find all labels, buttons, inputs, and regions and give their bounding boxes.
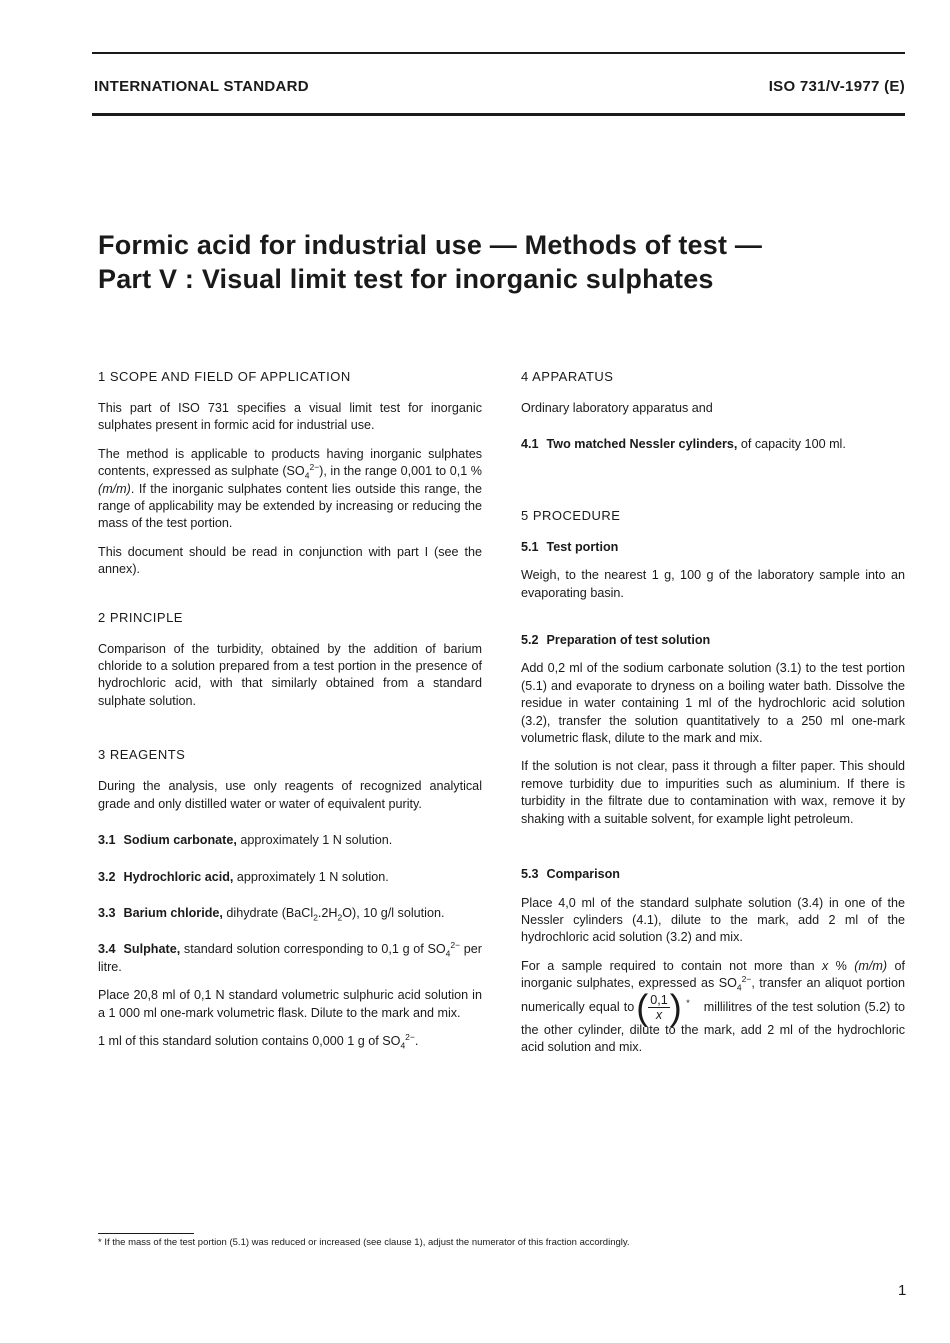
right-column: [521, 368, 905, 1056]
footnote-rule: [98, 1233, 194, 1234]
section-1-paragraph-1: This part of ISO 731 specifies a visual limit test for inorganic sulphates present in formic acid for industrial use.: [98, 401, 482, 433]
fraction-numerator: 0,1: [650, 992, 668, 1007]
reagent-3-3: 3.3 Barium chloride, dihydrate $(BaCl_2.2H_2O)$, 10 g/l solution.: [98, 905, 445, 923]
apparatus-4-1: 4.1 Two matched Nessler cylinders, of capacity 100 ml.: [521, 437, 846, 452]
subsection-5-2-paragraph-2: If the solution is not clear, pass it through a filter paper. This should remove turbidity due to impurities such as aluminium. If there is turbidity in the filtrate due to contamination with wax, remove it by shaking with a suitable solvent, for example light petroleum.: [521, 759, 905, 826]
footnote: * If the mass of the test portion (5.1) was reduced or increased (see clause 1), adjust the numerator of this fraction accordingly.: [98, 1237, 630, 1248]
subsection-5-3-paragraph-2: For a sample required to contain not more than x % (m/m) of inorganic sulphates, expressed as $SO_4^{2-}$, transfer an aliquot portion numerically equal to( $\frac{0,1}{x}$ ) * millilitres of the test solution (5.2) to the other cylinder, dilute to the mark, add 2 ml of the hydrochloric acid solution and mix.: [521, 958, 905, 1054]
footnote-marker: *: [686, 997, 690, 1008]
header-right: ISO 731/V-1977 (E): [768, 78, 905, 95]
fraction-aliquot: ( $\frac{0,1}{x}$ ) *: [636, 986, 690, 1028]
subsection-5-2-paragraph-1: Add 0,2 ml of the sodium carbonate solution (3.1) to the test portion (5.1) and evaporate to dryness on a boiling water bath. Dissolve the residue in water containing 1 ml of the hydrochloric acid solution (3.2), transfer the solution quantitatively to a 250 ml one-mark volumetric flask, dilute to the mark and mix.: [521, 661, 905, 746]
section-4-heading: 4 APPARATUS: [521, 369, 614, 384]
reagent-3-1: 3.1 Sodium carbonate, approximately 1 N solution.: [98, 833, 393, 848]
section-3-heading: 3 REAGENTS: [98, 747, 186, 763]
subsection-5-1-paragraph: Weigh, to the nearest 1 g, 100 g of the laboratory sample into an evaporating basin.: [521, 568, 905, 600]
header-left: INTERNATIONAL STANDARD: [94, 78, 309, 95]
header-top-rule: [92, 52, 905, 54]
section-1-paragraph-3: This document should be read in conjunction with part I (see the annex).: [98, 544, 482, 577]
title-line-1: Formic acid for industrial use — Methods of test —: [98, 230, 763, 260]
subsection-5-2-heading: 5.2 Preparation of test solution: [521, 633, 711, 648]
section-1-heading: 1 SCOPE AND FIELD OF APPLICATION: [98, 369, 351, 384]
section-3-intro: During the analysis, use only reagents of recognized analytical grade and only distilled water or water of equivalent purity.: [98, 779, 482, 811]
reagent-3-4: 3.4 Sulphate, standard solution corresponding to 0,1 g of $SO_4^{2-}$ per litre.: [98, 940, 483, 974]
section-5-heading: 5 PROCEDURE: [521, 507, 621, 523]
page-number: 1: [898, 1282, 907, 1299]
section-4-intro: Ordinary laboratory apparatus and: [521, 401, 713, 415]
section-2-paragraph: Comparison of the turbidity, obtained by the addition of barium chloride to a solution prepared from a test portion in the presence of hydrochloric acid, with that similarly obtained from a standard sulphate solution.: [98, 641, 482, 708]
reagent-3-4-preparation: Place 20,8 ml of 0,1 N standard volumetric sulphuric acid solution in a 1 000 ml one-mark volumetric flask. Dilute to the mark and mix.: [98, 988, 482, 1020]
reagent-3-2: 3.2 Hydrochloric acid, approximately 1 N solution.: [98, 869, 389, 884]
document-title: [98, 228, 878, 296]
section-1-paragraph-2: The method is applicable to products having inorganic sulphates contents, expressed as sulphate $(SO_4^{2-})$, in the range 0,001 to 0,1 % (m/m). If the inorganic sulphates content lies outside this range, the range of applicability may be extended by increasing or reducing the mass of the test portion.: [98, 446, 482, 531]
subsection-5-3-paragraph-1: Place 4,0 ml of the standard sulphate solution (3.4) in one of the Nessler cylinders (4.1), dilute to the mark, add 2 ml of the hydrochloric acid solution (3.2) and mix.: [521, 895, 905, 945]
section-2-heading: 2 PRINCIPLE: [98, 609, 183, 625]
reagent-3-4-content: 1 ml of this standard solution contains 0,000 1 g of $SO_4^{2-}$.: [98, 1031, 419, 1051]
fraction-denominator: x: [655, 1007, 663, 1022]
header-bottom-rule: [92, 113, 905, 116]
subsection-5-3-heading: 5.3 Comparison: [521, 867, 620, 882]
left-column: [98, 368, 482, 1050]
subsection-5-1-heading: 5.1 Test portion: [521, 539, 619, 554]
title-line-2: Part V : Visual limit test for inorganic sulphates: [98, 264, 714, 294]
